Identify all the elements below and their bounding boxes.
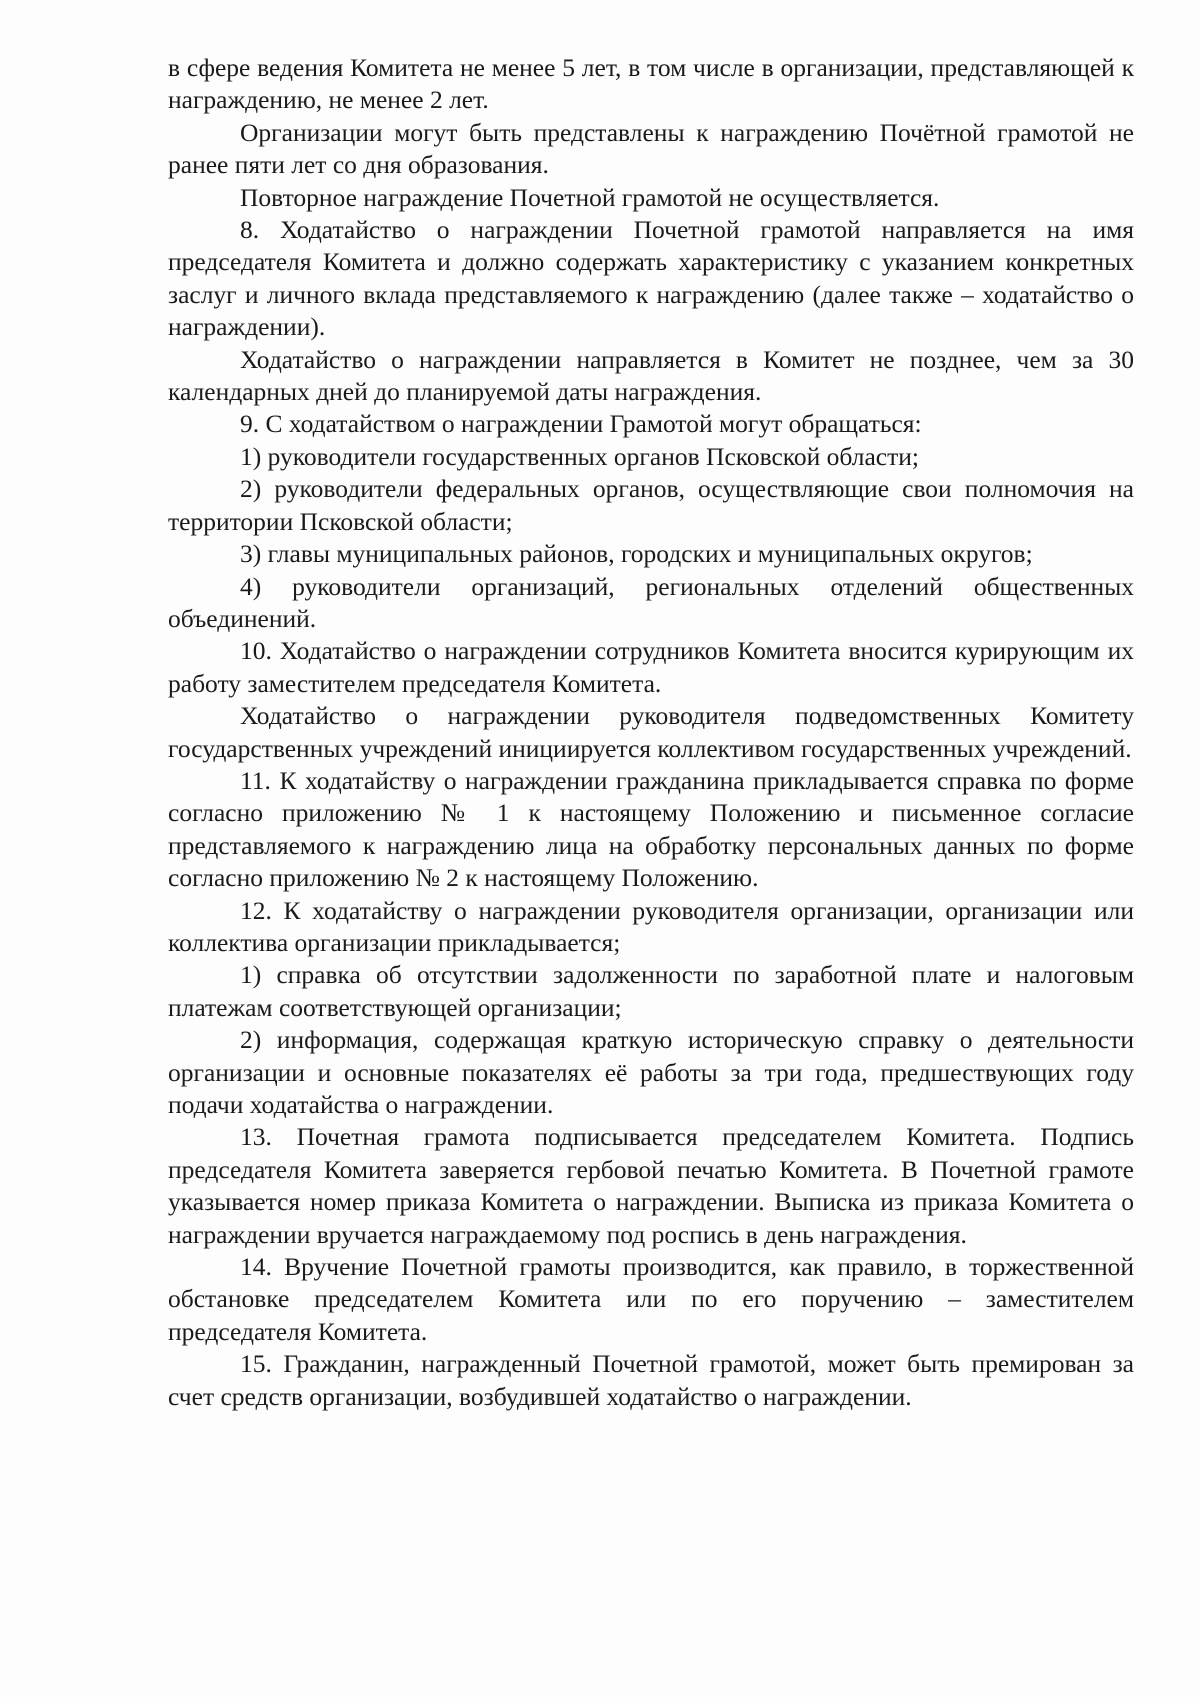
paragraph-subordinate-institutions: Ходатайство о награждении руководителя подведомственных Комитету государственных учреждений инициируется коллективом государственных учреждений. bbox=[168, 701, 1134, 763]
paragraph-repeat-award: Повторное награждение Почетной грамотой не осуществляется. bbox=[240, 182, 940, 212]
paragraph-item-15: 15. Гражданин, награжденный Почетной грамотой, может быть премирован за счет средств организации, возбудившей ходатайство о награждении. bbox=[168, 1349, 1134, 1411]
paragraph-continuation: в сфере ведения Комитета не менее 5 лет, в том числе в организации, представляющей к награждению, не менее 2 лет. bbox=[168, 53, 1134, 115]
paragraph-item-9-1: 1) руководители государственных органов Псковской области; bbox=[240, 441, 919, 471]
paragraph-item-8: 8. Ходатайство о награждении Почетной грамотой направляется на имя председателя Комитета и должно содержать характеристику с указанием конкретных заслуг и личного вклада представляемого к награждению (далее также – ходатайство о награждении). bbox=[168, 215, 1134, 342]
paragraph-item-9-4: 4) руководители организаций, региональных отделений общественных объединений. bbox=[168, 571, 1134, 633]
document-body bbox=[168, 52, 1134, 1413]
paragraph-item-14: 14. Вручение Почетной грамоты производится, как правило, в торжественной обстановке председателем Комитета или по его поручению – заместителем председателя Комитета. bbox=[168, 1252, 1134, 1346]
paragraph-item-11: 11. К ходатайству о награждении гражданина прикладывается справка по форме согласно приложению № 1 к настоящему Положению и письменное согласие представляемого к награждению лица на обработку персональных данных по форме согласно приложению № 2 к настоящему Положению. bbox=[168, 765, 1134, 893]
paragraph-organizations-eligibility: Организации могут быть представлены к награждению Почётной грамотой не ранее пяти лет со дня образования. bbox=[168, 117, 1134, 180]
paragraph-item-12: 12. К ходатайству о награждении руководителя организации, организации или коллектива организации прикладывается; bbox=[168, 895, 1134, 957]
paragraph-item-9-3: 3) главы муниципальных районов, городских и муниципальных округов; bbox=[240, 539, 1033, 569]
paragraph-petition-deadline: Ходатайство о награждении направляется в Комитет не позднее, чем за 30 календарных дней до планируемой даты награждения. bbox=[168, 344, 1134, 407]
paragraph-item-12-2: 2) информация, содержащая краткую историческую справку о деятельности организации и основные показателях её работы за три года, предшествующих году подачи ходатайства о награждении. bbox=[168, 1025, 1134, 1119]
paragraph-item-9: 9. С ходатайством о награждении Грамотой могут обращаться: bbox=[240, 409, 922, 439]
paragraph-item-13: 13. Почетная грамота подписывается председателем Комитета. Подпись председателя Комитета заверяется гербовой печатью Комитета. В Почетной грамоте указывается номер приказа Комитета о награждении. Выписка из приказа Комитета о награждении вручается награждаемому под роспись в день награждения. bbox=[168, 1122, 1134, 1249]
paragraph-item-10: 10. Ходатайство о награждении сотрудников Комитета вносится курирующим их работу заместителем председателя Комитета. bbox=[168, 636, 1134, 698]
paragraph-item-12-1: 1) справка об отсутствии задолженности по заработной плате и налоговым платежам соответствующей организации; bbox=[168, 960, 1134, 1022]
paragraph-item-9-2: 2) руководители федеральных органов, осуществляющие свои полномочия на территории Псковской области; bbox=[168, 474, 1134, 536]
